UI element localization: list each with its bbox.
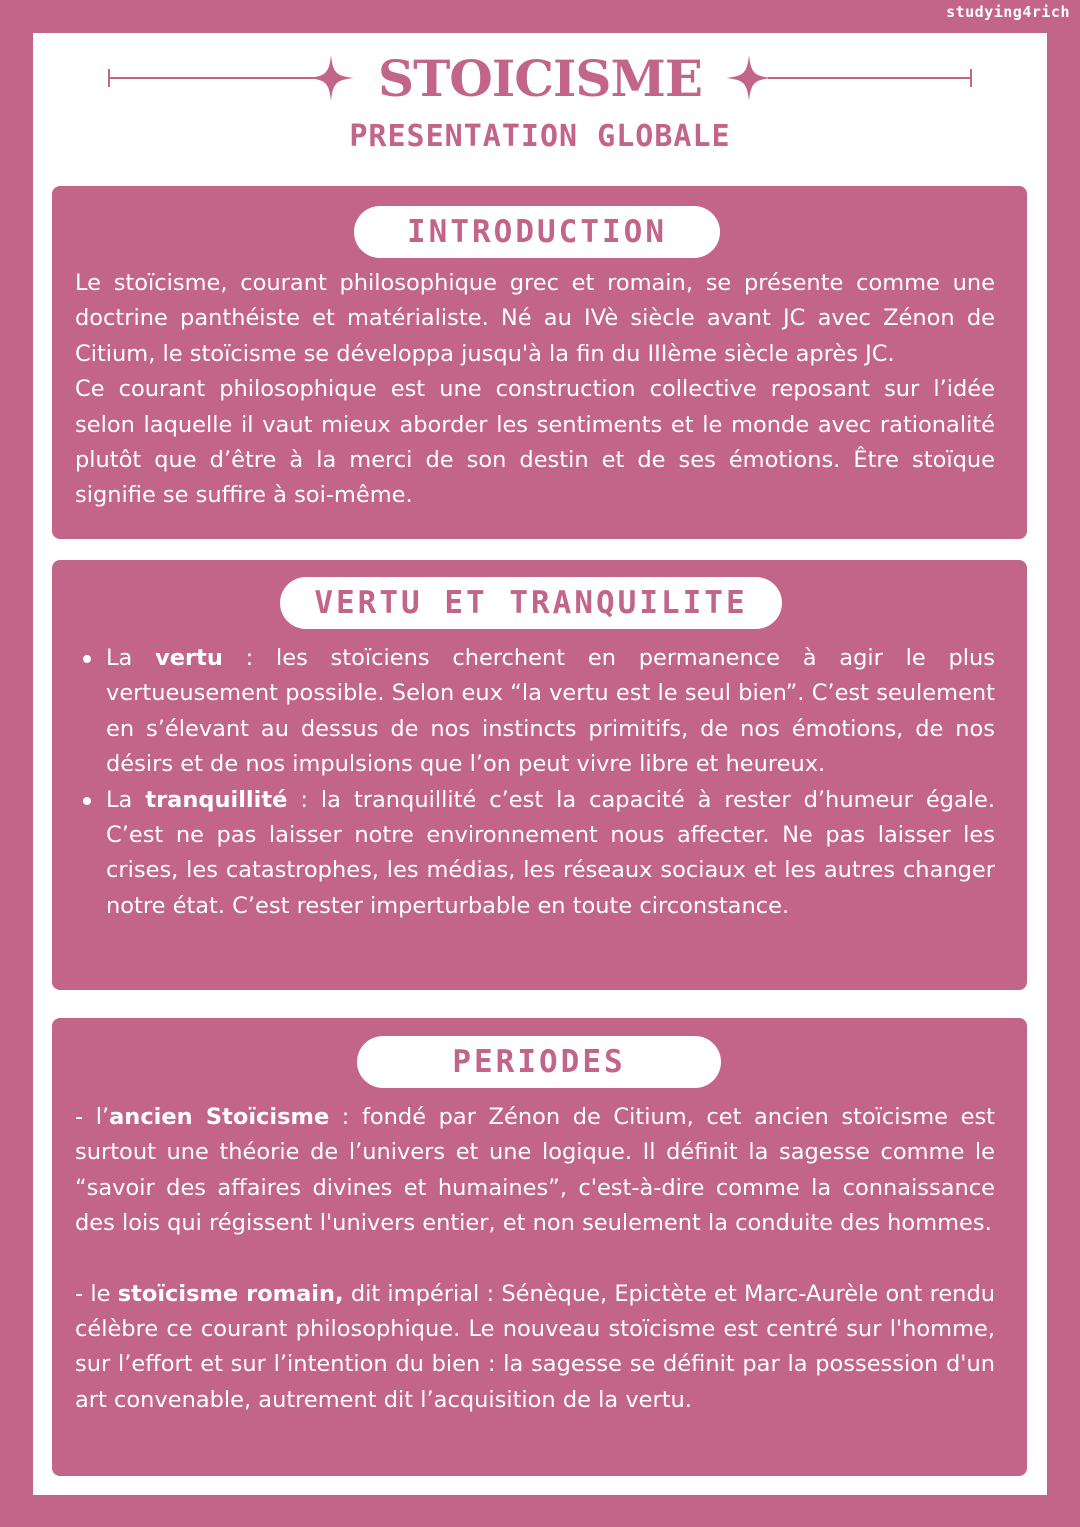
bullet-icon (83, 655, 91, 663)
intro-heading: INTRODUCTION (354, 206, 720, 258)
vertu-card (52, 560, 1027, 990)
periode-prefix: - le (75, 1280, 118, 1307)
header (33, 33, 1047, 183)
list-item (75, 641, 995, 783)
sparkle-icon (726, 55, 772, 101)
list-item-term: vertu (155, 645, 223, 671)
periode-paragraph (75, 1100, 995, 1242)
intro-paragraph: Ce courant philosophique est une construction collective reposant sur l’idée selon laquelle il vaut mieux aborder les sentiments et le monde avec rationalité plutôt que d’être à la merci de son destin et de ses émotions. Être stoïque signifie se suffire à soi-même. (75, 376, 995, 509)
vertu-body (75, 641, 995, 924)
periodes-heading: PERIODES (357, 1036, 721, 1088)
vertu-list (75, 641, 995, 924)
periode-term: stoïcisme romain, (117, 1280, 344, 1307)
periode-prefix: - l’ (75, 1104, 110, 1130)
page-title: STOICISME (377, 49, 702, 108)
vertu-heading: VERTU ET TRANQUILITE (280, 577, 782, 629)
periode-term: ancien Stoïcisme (109, 1104, 330, 1130)
list-item-prefix: La (106, 645, 156, 671)
right-divider-line (768, 77, 971, 79)
periode-text: dit impérial : Sénèque, Epictète et Marc-Aurèle ont rendu célèbre ce courant philosophique. Le nouveau stoïcisme est centré sur l'homme, sur l’effort et sur l’intention du bien : la sagesse se définit par la possession d'un art convenable, autrement dit l’acquisition de la vertu. (75, 1280, 995, 1413)
intro-card (52, 186, 1027, 539)
periode-text: : fondé par Zénon de Citium, cet ancien stoïcisme est surtout une théorie de l’univers et une logique. Il définit la sagesse comme le “savoir des affaires divines et humaines”, c'est-à-dire comme la connaissance des lois qui régissent l'univers entier, et non seulement la conduite des hommes. (75, 1104, 996, 1237)
intro-body (75, 266, 995, 514)
watermark: studying4rich (946, 3, 1070, 21)
right-divider-tick (970, 69, 972, 87)
page-sheet (33, 33, 1047, 1495)
list-item-text: : les stoïciens cherchent en permanence à agir le plus vertueusement possible. Selon eux “la vertu est le seul bien”. C’est seulement en s’élevant au dessus de nos instincts primitifs, de nos émotions, de nos désirs et de nos impulsions que l’on peut vivre libre et heureux. (106, 645, 995, 778)
paragraph-spacer (75, 1242, 995, 1277)
list-item-term: tranquillité (145, 786, 288, 813)
bullet-icon (83, 797, 91, 805)
intro-paragraph: Le stoïcisme, courant philosophique grec et romain, se présente comme une doctrine panthéiste et matérialiste. Né au IVè siècle avant JC avec Zénon de Citium, le stoïcisme se développa jusqu'à la fin du IIIème siècle après JC. (75, 270, 995, 367)
list-item-prefix: La (106, 786, 146, 813)
list-item (75, 783, 995, 925)
periodes-card (52, 1018, 1027, 1476)
list-item-text: : la tranquillité c’est la capacité à rester d’humeur égale. C’est ne pas laisser notre environnement nous affecter. Ne pas laisser les crises, les catastrophes, les médias, les réseaux sociaux et les autres changer notre état. C’est rester imperturbable en toute circonstance. (106, 786, 995, 919)
periode-paragraph (75, 1277, 995, 1419)
page-subtitle: PRESENTATION GLOBALE (349, 119, 731, 154)
periodes-body (75, 1100, 995, 1418)
